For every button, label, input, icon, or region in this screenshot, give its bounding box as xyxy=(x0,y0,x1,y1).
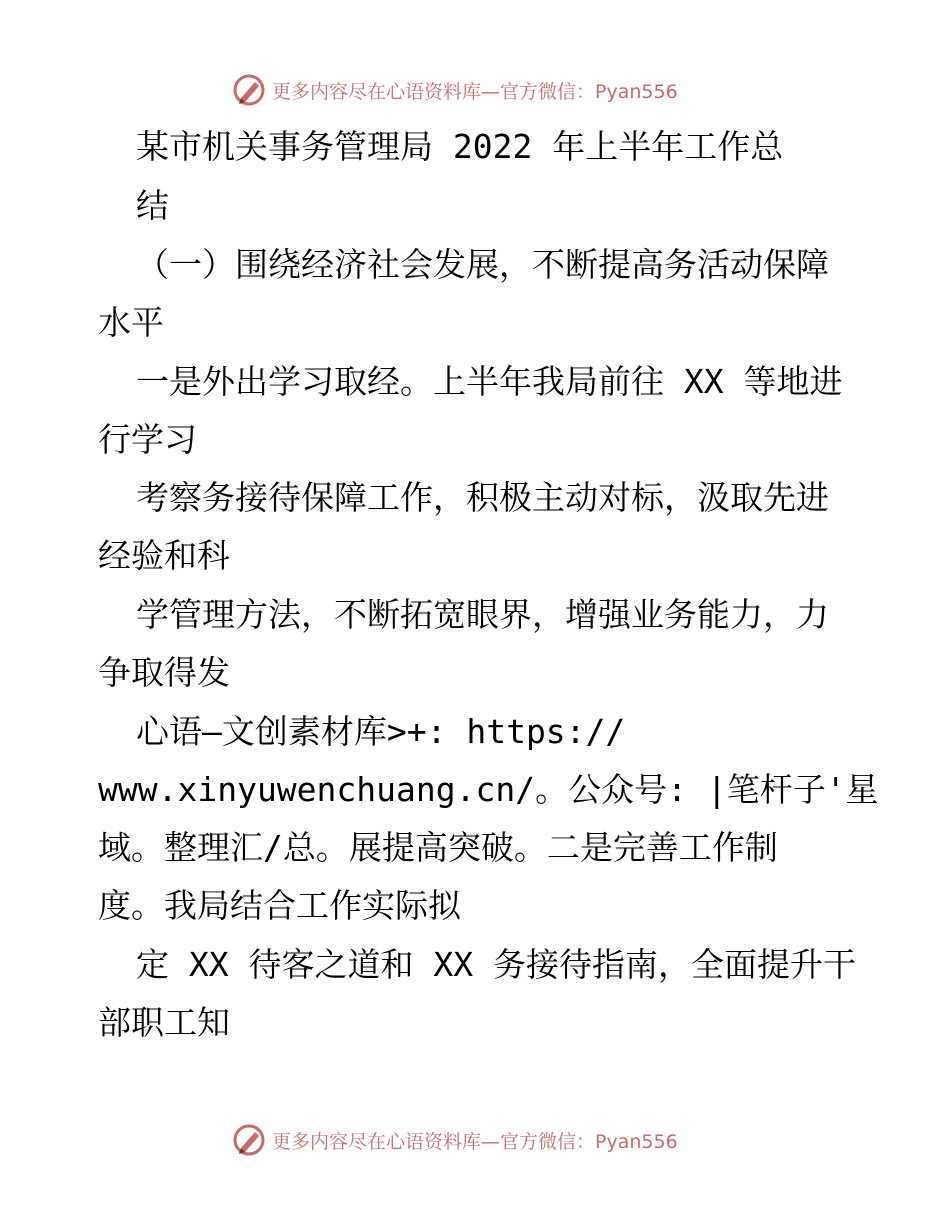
title-line-2: 结 xyxy=(136,186,169,225)
text-line: 考察务接待保障工作，积极主动对标，汲取先进 xyxy=(136,478,829,517)
text-line: 经验和科 xyxy=(98,536,230,575)
text-line: 域。整理汇/总。展提高突破。二是完善工作制 xyxy=(98,828,778,867)
pen-logo-icon xyxy=(232,1123,266,1157)
header-watermark xyxy=(232,70,712,110)
text-line: 行学习 xyxy=(98,420,197,459)
text-line: 争取得发 xyxy=(98,653,230,692)
pen-logo-icon xyxy=(232,73,266,107)
text-line: （一）围绕经济社会发展，不断提高务活动保障 xyxy=(136,245,829,284)
footer-watermark xyxy=(232,1120,712,1160)
text-line: 定 XX 待客之道和 XX 务接待指南，全面提升干 xyxy=(136,945,856,984)
text-line: 部职工知 xyxy=(98,1003,230,1042)
text-line: 一是外出学习取经。上半年我局前往 XX 等地进 xyxy=(136,362,843,401)
text-line: 学管理方法，不断拓宽眼界，增强业务能力，力 xyxy=(136,595,829,634)
watermark-text: 更多内容尽在心语资料库—官方微信：Pyan556 xyxy=(272,1130,678,1153)
text-line: 水平 xyxy=(98,303,164,342)
text-line: www.xinyuwenchuang.cn/。公众号: |笔杆子'星 xyxy=(98,770,879,809)
watermark-text: 更多内容尽在心语资料库—官方微信：Pyan556 xyxy=(272,80,678,103)
title-line-1: 某市机关事务管理局 2022 年上半年工作总 xyxy=(136,127,784,166)
text-line: 度。我局结合工作实际拟 xyxy=(98,886,461,925)
text-line: 心语—文创素材库>+: https:// xyxy=(136,712,626,751)
